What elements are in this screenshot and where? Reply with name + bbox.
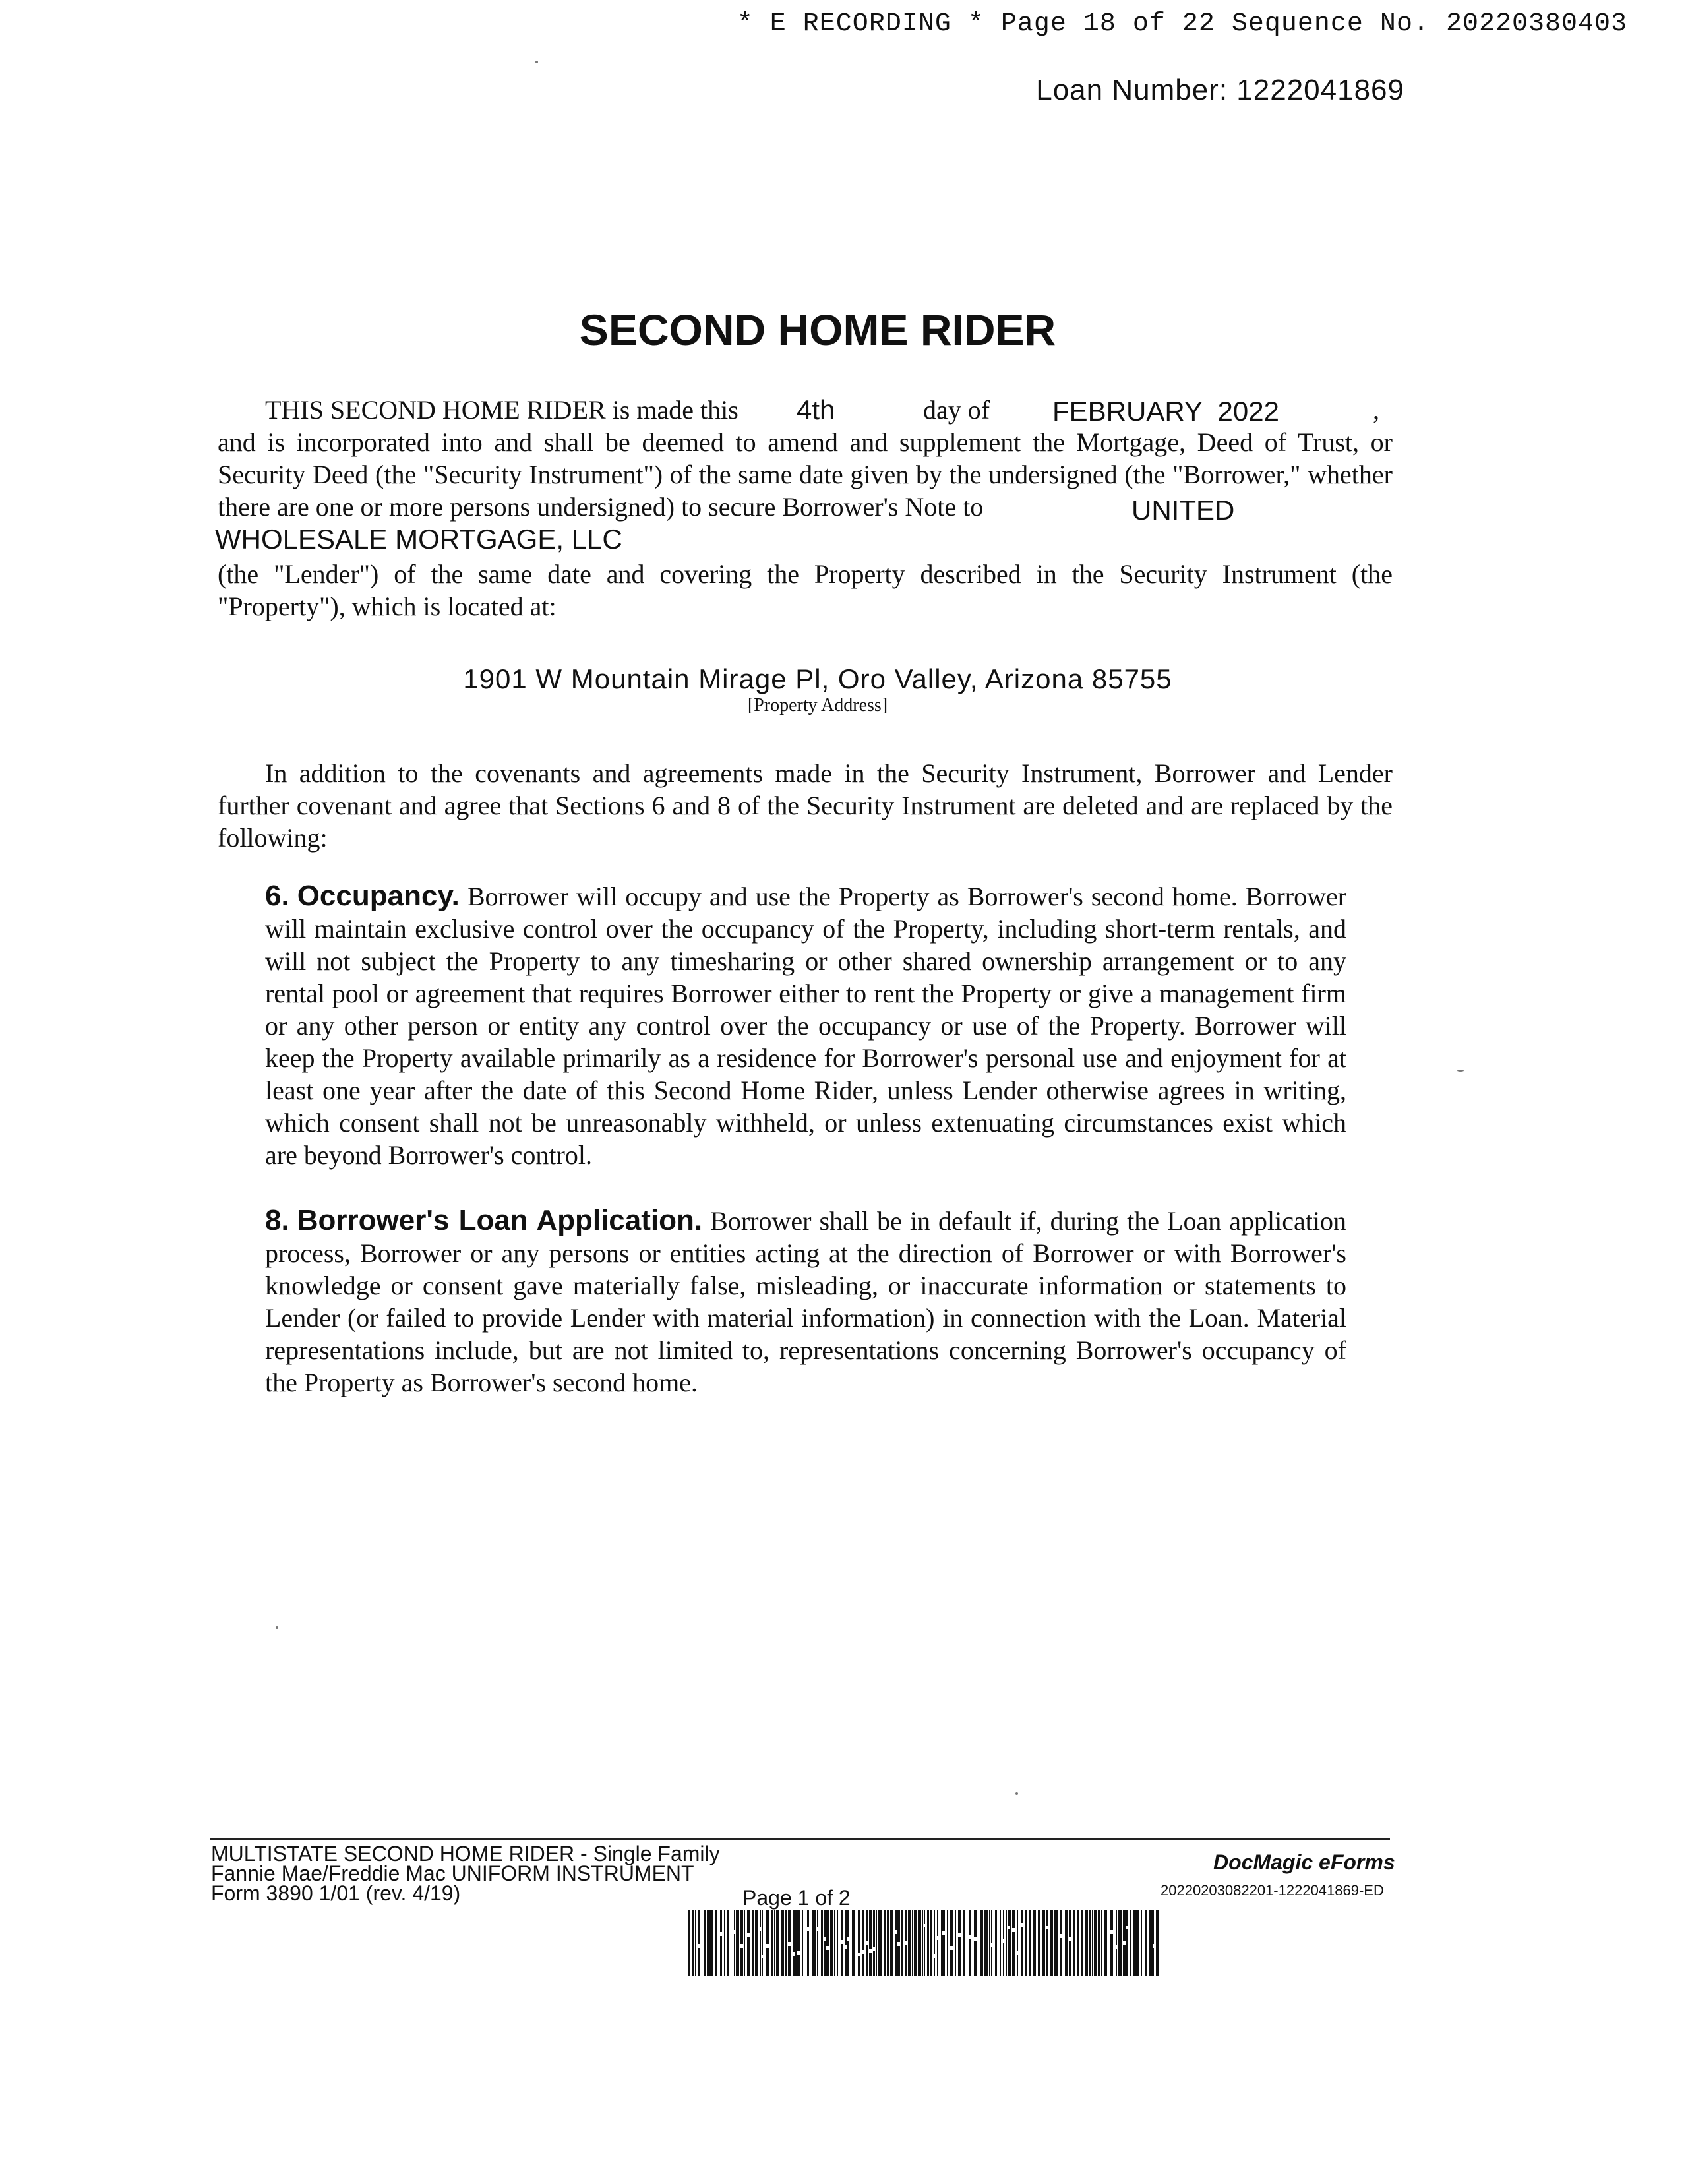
section-number: 6. (265, 880, 289, 912)
footer-page-number: Page 1 of 2 (742, 1886, 851, 1910)
intro-lead: THIS SECOND HOME RIDER is made this (265, 395, 738, 425)
document-title: SECOND HOME RIDER (579, 305, 1056, 354)
loan-number: Loan Number: 1222041869 (1036, 74, 1404, 106)
scan-speck (276, 1626, 278, 1629)
recording-header: * E RECORDING * Page 18 of 22 Sequence No. 20220380403 (737, 9, 1627, 39)
footer-form-info (211, 1844, 720, 1903)
section-text: Borrower will occupy and use the Property as Borrower's second home. Borrower will maintain exclusive control over the occupancy of the Property, including short-term rentals, and will not subject the Property to any timesharing or other shared ownership arrangement or to any rental pool or agreement that requires Borrower either to rent the Property or give a management firm or any other person or entity any control over the occupancy or use of the Property. Borrower will keep the Property available primarily as a residence for Borrower's personal use and enjoyment for at least one year after the date of this Second Home Rider, unless Lender otherwise agrees in writing, which consent shall not be unreasonably withheld, or unless extenuating circumstances exist which are beyond Borrower's control. (265, 882, 1347, 1170)
section-heading: Occupancy. (297, 880, 460, 912)
lender-name-line-2: WHOLESALE MORTGAGE, LLC (215, 524, 622, 555)
intro-month-year-field: FEBRUARY 2022 (1052, 396, 1279, 427)
footer-divider (210, 1838, 1390, 1840)
footer-form-line-1: MULTISTATE SECOND HOME RIDER - Single Family (211, 1842, 720, 1866)
scan-speck (1457, 1070, 1464, 1072)
intro-comma: , (1373, 395, 1379, 425)
section-text: Borrower shall be in default if, during the Loan application process, Borrower or any persons or entities acting at the direction of Borrower or with Borrower's knowledge or consent gave materially false, misleading, or inaccurate information or statements to Lender (or failed to provide Lender with material information) in connection with the Loan. Material representations include, but are not limited to, representations concerning Borrower's occupancy of the Property as Borrower's second home. (265, 1206, 1347, 1397)
intro-tail: (the "Lender") of the same date and covering the Property described in the Security Instrument (the "Property"), which is located at: (218, 559, 1393, 621)
property-address-caption: [Property Address] (747, 695, 888, 715)
docmagic-brand-logo: DocMagic eForms (1213, 1850, 1395, 1874)
footer-doc-id: 20220203082201-1222041869-ED (1160, 1882, 1384, 1898)
intro-day-of: day of (923, 395, 990, 425)
section-occupancy (265, 880, 1346, 1171)
section-number: 8. (265, 1204, 289, 1236)
intro-day-field: 4th (797, 394, 835, 425)
footer-form-line-2: Fannie Mae/Freddie Mac UNIFORM INSTRUMENT (211, 1862, 694, 1885)
section-loan-application (265, 1204, 1346, 1399)
section-heading: Borrower's Loan Application. (297, 1204, 703, 1236)
footer-form-line-3: Form 3890 1/01 (rev. 4/19) (211, 1881, 461, 1905)
scan-speck (1015, 1792, 1018, 1795)
intro-body: and is incorporated into and shall be deemed to amend and supplement the Mortgage, Deed of Trust, or Security Deed (the "Security Instrument") of the same date given by the undersigned (the "Borrower," whether there are one or more persons undersigned) to secure Borrower's Note to (218, 427, 1393, 522)
property-address: 1901 W Mountain Mirage Pl, Oro Valley, Arizona 85755 (463, 663, 1172, 694)
covenants-text: In addition to the covenants and agreements made in the Security Instrument, Borrower and Lender further covenant and agree that Sections 6 and 8 of the Security Instrument are deleted and are replaced by the following: (218, 758, 1393, 853)
barcode-icon (688, 1910, 1163, 1976)
covenants-paragraph (218, 757, 1393, 854)
lender-name-line-1: UNITED (1131, 495, 1235, 526)
scan-speck (535, 61, 538, 63)
